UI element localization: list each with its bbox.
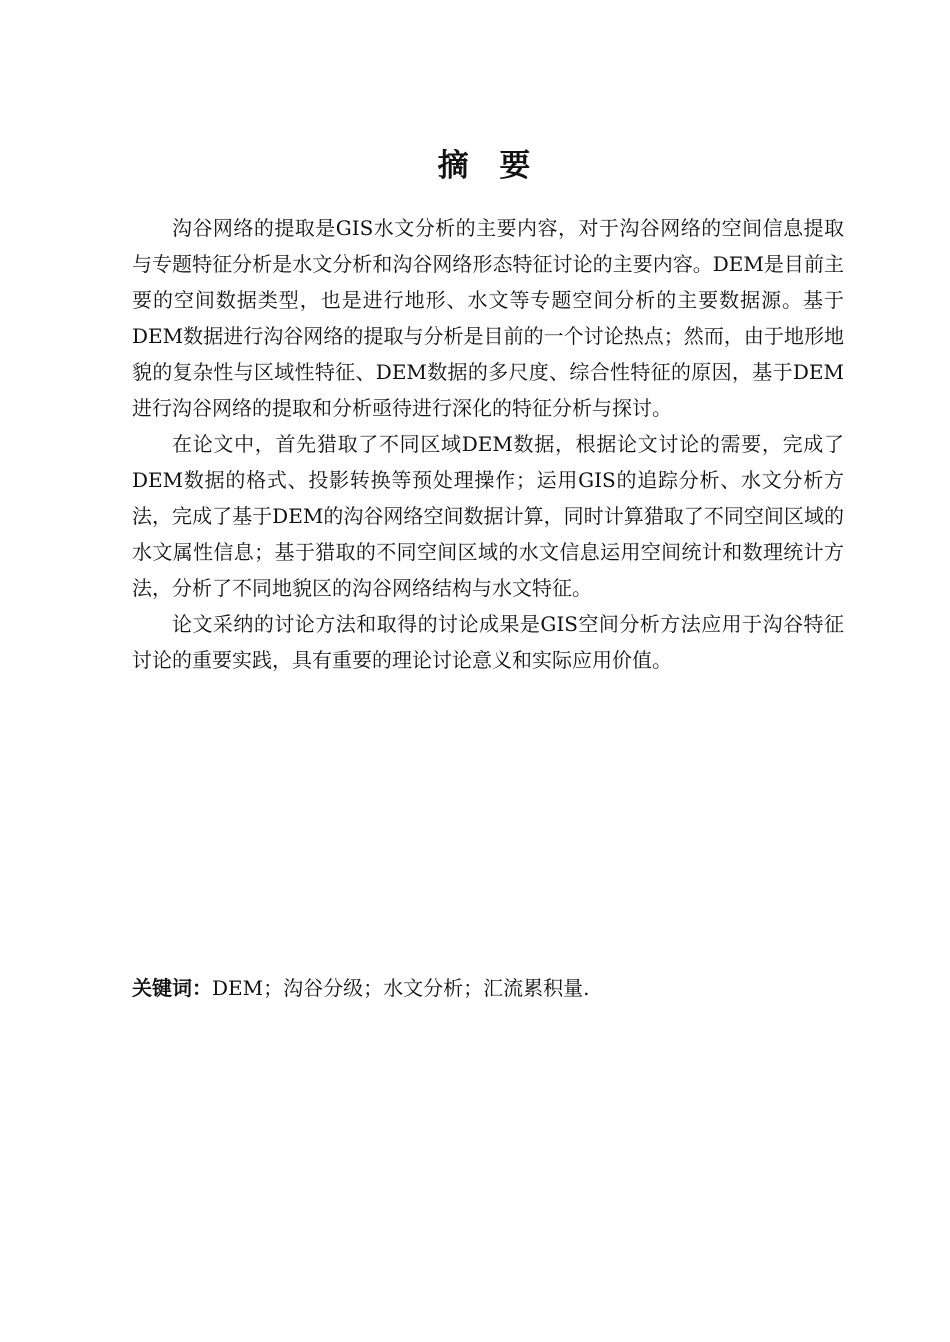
abstract-title: 摘 要 <box>437 148 541 184</box>
abstract-paragraph-3: 论文采纳的讨论方法和取得的讨论成果是GIS空间分析方法应用于沟谷特征讨论的重要实践，具有重要的理论讨论意义和实际应用价值。 <box>132 612 844 672</box>
keywords-label: 关键词： <box>132 976 212 1000</box>
keywords-line <box>132 970 844 1006</box>
abstract-paragraph-2: 在论文中，首先猎取了不同区域DEM数据，根据论文讨论的需要，完成了DEM数据的格式、投影转换等预处理操作；运用GIS的追踪分析、水文分析方法，完成了基于DEM的沟谷网络空间数据计算，同时计算猎取了不同空间区域的水文属性信息；基于猎取的不同空间区域的水文信息运用空间统计和数理统计方法，分析了不同地貌区的沟谷网络结构与水文特征。 <box>132 432 844 600</box>
keywords-text: DEM；沟谷分级；水文分析；汇流累积量. <box>212 976 590 1000</box>
abstract-body <box>132 210 844 678</box>
abstract-paragraph-1: 沟谷网络的提取是GIS水文分析的主要内容，对于沟谷网络的空间信息提取与专题特征分析是水文分析和沟谷网络形态特征讨论的主要内容。DEM是目前主要的空间数据类型，也是进行地形、水文等专题空间分析的主要数据源。基于DEM数据进行沟谷网络的提取与分析是目前的一个讨论热点；然而，由于地形地貌的复杂性与区域性特征、DEM数据的多尺度、综合性特征的原因，基于DEM进行沟谷网络的提取和分析亟待进行深化的特征分析与探讨。 <box>132 216 844 420</box>
